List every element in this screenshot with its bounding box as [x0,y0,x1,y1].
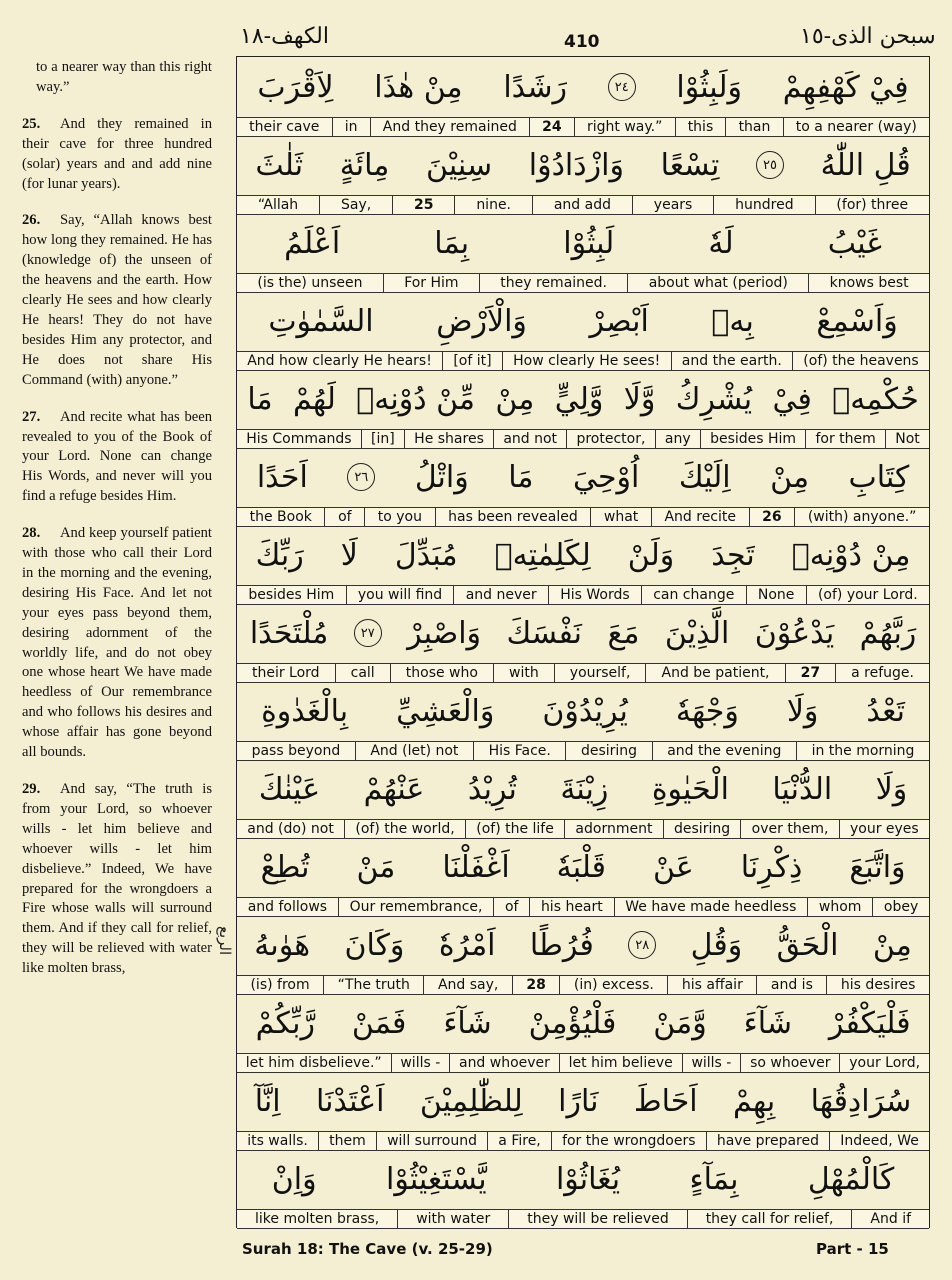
arabic-text-line [237,291,929,351]
gloss-cell: of [494,898,530,916]
arabic-word: وَالْعَشِيِّ [396,693,495,729]
arabic-word: الْحَيٰوةِ [651,771,729,807]
arabic-word: وَّلِيٍّ [554,381,604,417]
gloss-cell: so whoever [741,1054,840,1072]
arabic-word: ثَلٰثَ [255,147,304,183]
arabic-word: بِالْغَدٰوةِ [261,693,349,729]
gloss-cell: have prepared [707,1132,830,1150]
gloss-cell: 26 [750,508,796,526]
verse-number: 25. [22,115,41,132]
gloss-cell: in the morning [811,743,915,759]
arabic-text-line [237,915,929,975]
arabic-word: تُرِيْدُ [467,771,517,807]
arabic-word: لِاَقْرَبَ [257,69,334,105]
arabic-word: اَعْلَمُ [284,225,341,261]
arabic-word: فِيْ [772,381,812,417]
arabic-word: لِلظّٰلِمِيْنَ [419,1083,523,1119]
translation-text: And recite what has been revealed to you of the Book of your Lord. None can change His Words, and never will you find a refuge besides Him. [22,408,212,505]
gloss-cell: in [333,118,371,136]
gloss-cell: them [319,1132,377,1150]
gloss-cell: “Allah [237,196,320,214]
arabic-word: فَلْيَكْفُرْ [828,1005,911,1041]
arabic-word: وَلَا [786,693,819,729]
gloss-cell: what [591,508,652,526]
gloss-cell: those who [391,664,494,682]
gloss-cell: 27 [786,664,837,682]
verse-line-row [237,291,929,369]
gloss-cell: adornment [565,820,664,838]
translation-paragraph [22,524,212,763]
juz-name-header: سبحن الذى-١٥ [800,24,936,49]
gloss-line [237,1131,929,1151]
arabic-word: مِّنْ دُوْنِهٖ [356,381,475,417]
gloss-cell: right way.” [575,118,676,136]
gloss-line [237,897,929,917]
arabic-text-line [237,57,929,117]
arabic-word: حُكْمِهٖ [832,381,919,417]
gloss-cell: you will find [347,586,455,604]
arabic-word: بِهِمْ [733,1083,776,1119]
arabic-word: اِلَيْكَ [678,459,731,495]
arabic-word: مَنْ [356,849,396,885]
word-by-word-grid [236,56,930,1228]
gloss-cell: protector, [567,430,655,448]
gloss-cell: and not [494,430,567,448]
arabic-word: قُلِ اللّٰهُ [820,147,911,183]
gloss-cell: And say, [424,976,512,994]
verse-line-row [237,213,929,291]
translation-text: And say, “The truth is from your Lord, so whoever wills - let him believe and whoever wills - let him disbelieve.” Indeed, We have prepared for the wrongdoers a Fire whose walls will surround them. And if they call for relief, they will be relieved with water like molten brass, [22,781,212,977]
gloss-cell: 25 [393,196,455,214]
verse-number: 29. [22,781,41,797]
arabic-word: لَهٗ [708,225,734,261]
ayah-number-marker: ٢٤ [608,73,636,101]
gloss-line [237,585,929,605]
translation-paragraph [22,58,212,98]
gloss-line [237,819,929,839]
arabic-word: فِيْ كَهْفِهِمْ [782,69,909,105]
gloss-cell: with [494,664,555,682]
arabic-text-line [237,525,929,585]
gloss-cell: (of) the world, [345,820,466,838]
arabic-word: وَّمَنْ [653,1005,707,1041]
arabic-word: مِنْ [872,927,912,963]
juz-quarter-marker: الربع [216,926,234,956]
gloss-cell: hundred [714,196,815,214]
arabic-word: فَلْيُؤْمِنْ [528,1005,617,1041]
gloss-cell: (in) excess. [560,976,668,994]
ayah-number-marker: ٢٦ [347,463,375,491]
gloss-cell: Our remembrance, [339,898,494,916]
verse-line-row [237,681,929,759]
gloss-cell: We have made heedless [615,898,809,916]
gloss-cell: yourself, [555,664,647,682]
surah-name-header: الكهف-١٨ [240,24,329,49]
gloss-line [237,351,929,371]
arabic-word: لَبِثُوْا [563,225,615,261]
arabic-word: هَوٰىهُ [254,927,311,963]
arabic-word: مِنْ هٰذَا [374,69,463,105]
gloss-line [237,507,929,527]
gloss-cell: and never [454,586,548,604]
arabic-word: عَنْهُمْ [363,771,425,807]
arabic-word: وَاتَّبَعَ [849,849,906,885]
arabic-word: تَجِدَ [711,537,755,573]
gloss-cell: his desires [840,977,916,993]
gloss-cell: let him disbelieve.” [237,1054,392,1072]
gloss-cell: and follows [237,898,339,916]
gloss-cell: knows best [829,275,909,291]
arabic-word: تُطِعْ [260,849,310,885]
gloss-cell: this [676,118,727,136]
arabic-word: وَاصْبِرْ [407,615,482,651]
gloss-cell: (is) from [237,976,324,994]
gloss-cell: 24 [530,118,575,136]
arabic-text-line [237,447,929,507]
gloss-cell: And they remained [371,118,530,136]
surah-footer-label: Surah 18: The Cave (v. 25-29) [242,1240,493,1258]
arabic-word: رَبَّهُمْ [859,615,917,651]
gloss-cell: How clearly He sees! [503,352,672,370]
gloss-line [237,1209,929,1229]
arabic-word: يَدْعُوْنَ [754,615,835,651]
arabic-word: بِهٖ [711,303,754,339]
translation-text: to a nearer way than this right way.” [36,59,212,95]
gloss-cell: whom [808,898,873,916]
gloss-cell: they will be relieved [509,1210,687,1228]
verse-number: 28. [22,525,41,542]
gloss-cell: His Commands [237,430,362,448]
arabic-word: اَحَاطَ [633,1083,698,1119]
gloss-cell: nine. [455,196,533,214]
verse-line-row [237,1149,929,1227]
arabic-word: وَجْهَهٗ [675,693,739,729]
ayah-number-marker: ٢٥ [756,151,784,179]
arabic-word: وَلَبِثُوْا [676,69,742,105]
arabic-word: مِنْ دُوْنِهٖ [791,537,911,573]
gloss-cell: And (let) not [356,742,474,760]
arabic-word: شَآءَ [743,1005,792,1041]
gloss-cell: His Words [549,586,642,604]
gloss-cell: their cave [237,118,333,136]
arabic-text-line [237,135,929,195]
translation-paragraph [22,211,212,390]
arabic-word: وَالْاَرْضِ [436,303,527,339]
gloss-cell: his heart [530,898,614,916]
page-number: 410 [564,32,600,52]
arabic-word: مِنْ [495,381,535,417]
arabic-word: وَلَا [875,771,908,807]
gloss-cell: call [336,664,391,682]
arabic-word: اَحَدًا [256,459,308,495]
arabic-word: تِسْعًا [660,147,720,183]
gloss-cell: 28 [513,976,561,994]
gloss-line [237,429,929,449]
gloss-cell: wills - [683,1054,742,1072]
arabic-text-line [237,759,929,819]
gloss-cell: let him believe [560,1054,683,1072]
arabic-word: السَّمٰوٰتِ [268,303,374,339]
gloss-cell: desiring [664,820,742,838]
translation-paragraph [22,780,212,979]
arabic-word: زِيْنَةَ [560,771,609,807]
arabic-text-line [237,603,929,663]
gloss-cell: your eyes [849,821,919,837]
gloss-cell: to you [365,508,435,526]
ayah-number-marker: ٢٧ [354,619,382,647]
verse-line-row [237,369,929,447]
arabic-word: يُغَاثُوْا [555,1161,621,1197]
gloss-cell: your Lord, [849,1055,921,1071]
arabic-word: لَهُمْ [292,381,336,417]
gloss-cell: pass beyond [237,742,356,760]
gloss-cell: about what (period) [628,274,809,292]
verse-line-row [237,603,929,681]
verse-line-row [237,993,929,1071]
arabic-word: الدُّنْيَا [772,771,833,807]
arabic-word: شَآءَ [443,1005,492,1041]
gloss-cell: his affair [668,976,757,994]
gloss-cell: and (do) not [237,820,345,838]
arabic-word: رَبِّكَ [255,537,304,573]
verse-line-row [237,57,929,135]
verse-line-row [237,447,929,525]
arabic-word: مَا [247,381,273,417]
translation-paragraph [22,408,212,508]
gloss-cell: a refuge. [851,665,914,681]
arabic-word: وَقُلِ [690,927,743,963]
arabic-word: بِمَا [434,225,470,261]
gloss-cell: years [633,196,714,214]
gloss-cell: (of) the heavens [803,353,919,369]
ayah-number-marker: ٢٨ [628,931,656,959]
gloss-cell: of [325,508,365,526]
gloss-cell: will surround [377,1132,488,1150]
arabic-word: وَّلَا [623,381,656,417]
arabic-text-line [237,993,929,1053]
arabic-word: ذِكْرِنَا [740,849,803,885]
gloss-cell: Not [895,431,920,447]
arabic-word: مُبَدِّلَ [394,537,458,573]
gloss-cell: wills - [392,1054,451,1072]
arabic-word: اُوْحِيَ [572,459,640,495]
arabic-word: نَفْسَكَ [506,615,583,651]
gloss-cell: they call for relief, [688,1210,853,1228]
arabic-text-line [237,369,929,429]
gloss-cell: (is the) unseen [237,274,384,292]
translation-text: Say, “Allah knows best how long they remained. He has (knowledge of) the unseen of the heavens and the earth. How clearly He sees and how clearly He hears! They do not have besides Him any protector, and He does not share His Command (with) anyone.” [22,212,212,388]
arabic-word: وَاِنْ [271,1161,317,1197]
gloss-cell: and the earth. [672,352,794,370]
gloss-cell: Say, [320,196,393,214]
gloss-line [237,741,929,761]
arabic-word: اَبْصِرْ [589,303,649,339]
gloss-cell: a Fire, [488,1132,552,1150]
gloss-cell: He shares [405,430,494,448]
arabic-word: اَعْتَدْنَا [315,1083,385,1119]
arabic-text-line [237,1149,929,1209]
gloss-line [237,663,929,683]
arabic-word: وَكَانَ [344,927,405,963]
gloss-cell: And be patient, [646,664,785,682]
gloss-cell: “The truth [324,976,424,994]
arabic-word: فُرُطًا [529,927,594,963]
arabic-word: اِنَّآ [254,1083,281,1119]
gloss-cell: and whoever [450,1054,560,1072]
arabic-word: اَغْفَلْنَا [442,849,510,885]
gloss-cell: over them, [741,820,839,838]
arabic-word: مُلْتَحَدًا [249,615,329,651]
arabic-text-line [237,213,929,273]
arabic-word: اَمْرُهٗ [438,927,496,963]
arabic-word: يُشْرِكُ [675,381,753,417]
gloss-cell: besides Him [701,430,806,448]
arabic-text-line [237,681,929,741]
arabic-word: قَلْبَهٗ [556,849,607,885]
gloss-cell: with water [398,1210,509,1228]
gloss-line [237,195,929,215]
verse-line-row [237,837,929,915]
translation-column [22,58,212,996]
verse-number: 27. [22,408,41,425]
verse-line-row [237,759,929,837]
arabic-word: مِنْ [770,459,810,495]
gloss-cell: And how clearly He hears! [237,352,443,370]
translation-text: And they remained in their cave for three hundred (solar) years and and add nine (for lunar years). [22,115,212,192]
gloss-cell: And recite [652,508,750,526]
verse-line-row [237,915,929,993]
gloss-cell: For Him [384,274,480,292]
gloss-cell: [of it] [443,352,503,370]
arabic-word: كِتَابِ [848,459,910,495]
gloss-cell: than [726,118,783,136]
gloss-cell: its walls. [237,1132,319,1150]
verse-line-row [237,525,929,603]
gloss-cell: (for) three [836,197,909,213]
gloss-cell: to a nearer (way) [795,119,917,135]
gloss-line [237,1053,929,1073]
arabic-word: وَاتْلُ [414,459,469,495]
arabic-word: لَا [340,537,358,573]
arabic-word: رَشَدًا [503,69,568,105]
arabic-word: وَلَنْ [627,537,675,573]
gloss-line [237,975,929,995]
arabic-word: وَازْدَادُوْا [528,147,624,183]
arabic-word: الَّذِيْنَ [664,615,730,651]
gloss-cell: (of) your Lord. [817,587,918,603]
arabic-word: فَمَنْ [351,1005,407,1041]
gloss-cell: can change [642,586,747,604]
arabic-word: عَنْ [652,849,694,885]
arabic-word: مِائَةٍ [339,147,390,183]
translation-paragraph [22,115,212,195]
gloss-cell: has been revealed [436,508,592,526]
arabic-word: كَالْمُهْلِ [807,1161,895,1197]
arabic-word: الْحَقُّ [776,927,839,963]
arabic-word: نَارًا [558,1083,599,1119]
gloss-cell: besides Him [237,586,347,604]
arabic-word: عَيْنٰكَ [258,771,321,807]
gloss-cell: desiring [566,742,652,760]
arabic-word: غَيْبُ [827,225,882,261]
gloss-cell: like molten brass, [237,1210,398,1228]
arabic-word: وَاَسْمِعْ [816,303,898,339]
gloss-cell: and is [757,976,827,994]
gloss-cell: Indeed, We [840,1133,919,1149]
arabic-word: تَعْدُ [866,693,905,729]
verse-line-row [237,1071,929,1149]
gloss-cell: and the evening [653,742,797,760]
gloss-cell: And if [870,1211,912,1227]
arabic-word: مَعَ [607,615,640,651]
arabic-word: يُرِيْدُوْنَ [542,693,628,729]
arabic-word: مَا [508,459,534,495]
gloss-cell: for the wrongdoers [552,1132,707,1150]
gloss-cell: obey [883,899,919,915]
gloss-cell: His Face. [474,742,566,760]
arabic-text-line [237,837,929,897]
translation-text: And keep yourself patient with those who call their Lord in the morning and the evening, desiring His Face. And let not your eyes pass beyond them, desiring adornment of the worldly life, and do not obey one whose heart We have made heedless of Our remembrance and who follows his desires and whose affair has gone beyond all bounds. [22,525,212,761]
gloss-cell: and add [533,196,633,214]
gloss-line [237,117,929,137]
arabic-word: سِنِيْنَ [426,147,493,183]
arabic-word: لِكَلِمٰتِهٖ [494,537,591,573]
arabic-word: رَّبِّكُمْ [255,1005,315,1041]
gloss-cell: for them [806,430,886,448]
arabic-word: يَّسْتَغِيْثُوْا [385,1161,487,1197]
gloss-cell: their Lord [237,664,336,682]
arabic-word: بِمَآءٍ [689,1161,739,1197]
verse-number: 26. [22,212,41,229]
gloss-cell: None [747,586,807,604]
gloss-cell: any [656,430,701,448]
gloss-cell: (of) the life [466,820,565,838]
gloss-cell: (with) anyone.” [807,509,917,525]
gloss-cell: [in] [362,430,405,448]
part-footer-label: Part - 15 [816,1240,889,1258]
arabic-text-line [237,1071,929,1131]
verse-line-row [237,135,929,213]
gloss-cell: the Book [237,508,325,526]
arabic-word: سُرَادِقُهَا [810,1083,912,1119]
gloss-cell: they remained. [480,274,628,292]
gloss-line [237,273,929,293]
